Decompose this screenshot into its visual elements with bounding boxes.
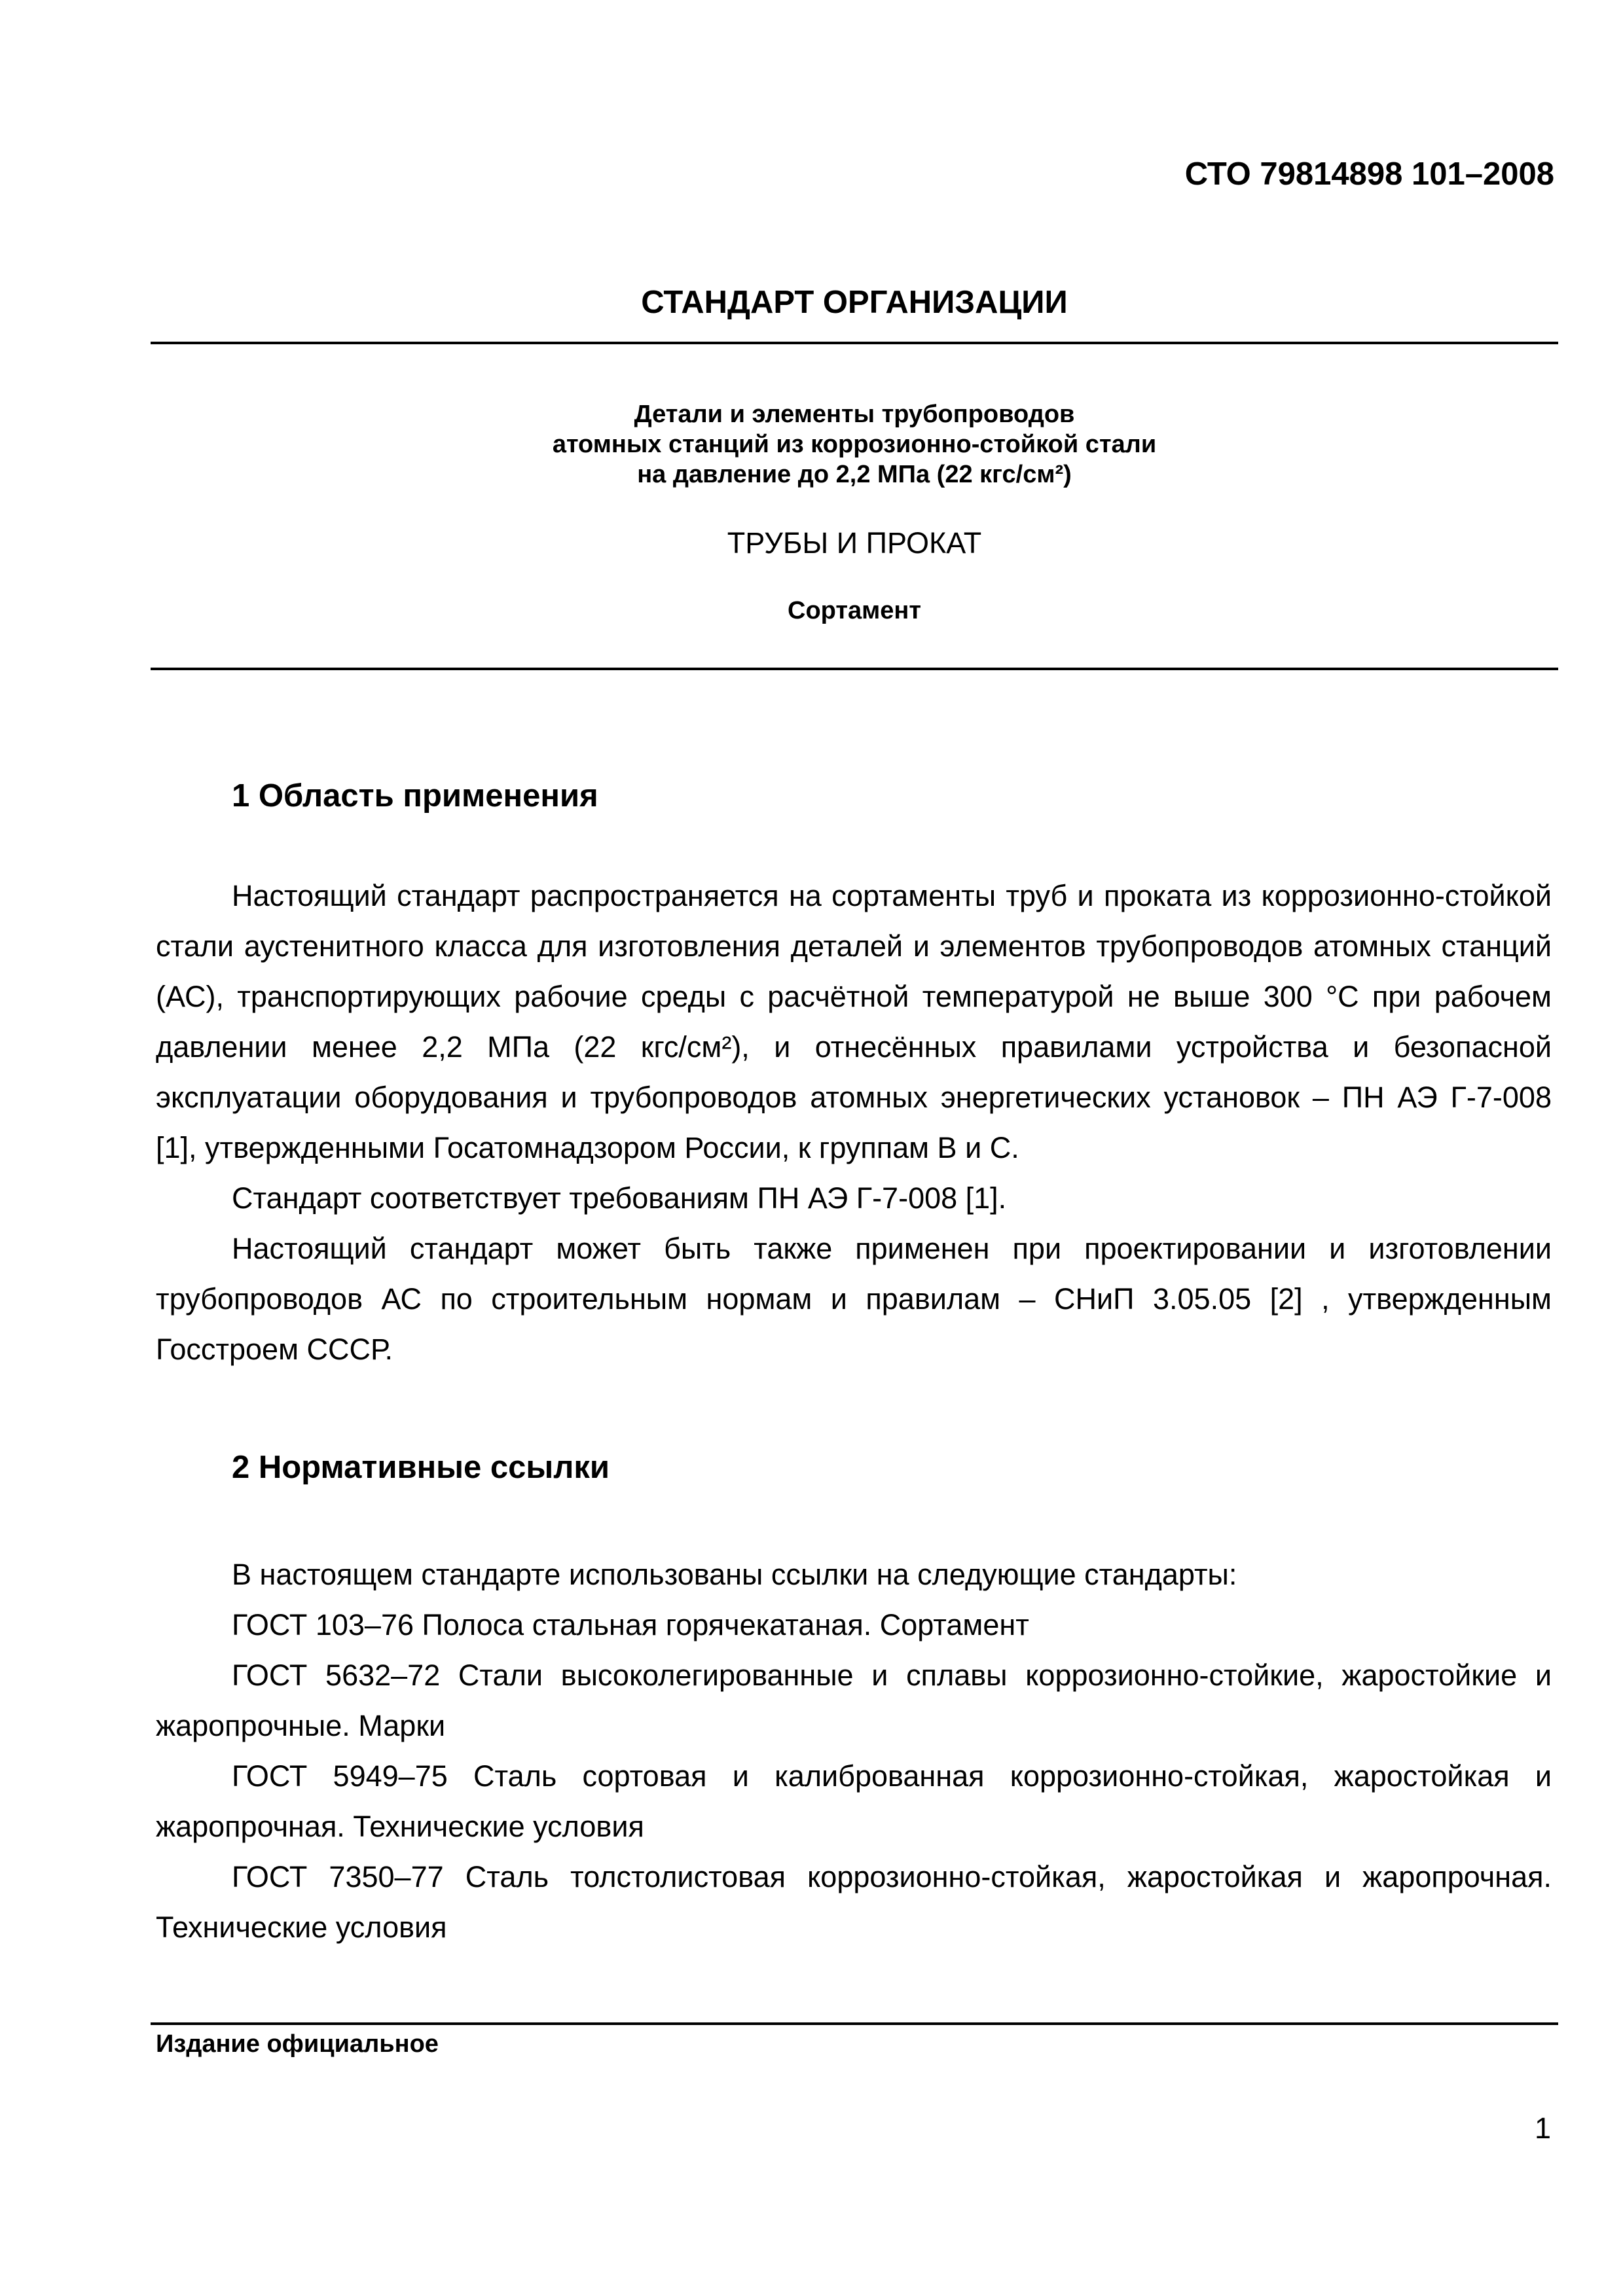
assortment-label: Сортамент [788, 597, 921, 624]
edition-label: Издание официальное [156, 2030, 439, 2058]
reference-item: ГОСТ 7350–77 Сталь толстолистовая коррозионно-стойкая, жаростойкая и жаропрочная. Технические условия [156, 1860, 1552, 1944]
document-code: СТО 79814898 101–2008 [1184, 156, 1554, 192]
subtitle-line: на давление до 2,2 МПа (22 кгс/см²) [637, 461, 1072, 488]
section-body-scope [156, 870, 1552, 1374]
reference-item: ГОСТ 5632–72 Стали высоколегированные и сплавы коррозионно-стойкие, жаростойкие и жаропрочные. Марки [156, 1659, 1552, 1742]
product-group-title: ТРУБЫ И ПРОКАТ [727, 526, 982, 560]
paragraph: Стандарт соответствует требованиям ПН АЭ Г-7-008 [1]. [232, 1181, 1007, 1215]
standard-type-title: СТАНДАРТ ОРГАНИЗАЦИИ [641, 285, 1068, 320]
subtitle-line: атомных станций из коррозионно-стойкой стали [552, 431, 1157, 458]
paragraph: Настоящий стандарт распространяется на сортаменты труб и проката из коррозионно-стойкой стали аустенитного класса для изготовления деталей и элементов трубопроводов атомных станций (АС), транспортирующих рабочие среды с расчётной температурой не выше 300 °С при рабочем давлении менее 2,2 МПа (22 кгс/см²), и отнесённых правилами устройства и безопасной эксплуатации оборудования и трубопроводов атомных энергетических установок – ПН АЭ Г-7-008 [1], утвержденными Госатомнадзором России, к группам В и С. [156, 879, 1552, 1164]
section-body-normative-references [156, 1549, 1552, 1952]
title-divider-bottom [151, 668, 1558, 670]
page-number: 1 [1534, 2111, 1551, 2145]
paragraph: Настоящий стандарт может быть также применен при проектировании и изготовлении трубопроводов АС по строительным нормам и правилам – СНиП 3.05.05 [2] , утвержденным Госстроем СССР. [156, 1232, 1552, 1366]
section-heading-scope: 1 Область применения [232, 778, 598, 814]
reference-item: ГОСТ 103–76 Полоса стальная горячекатаная. Сортамент [232, 1608, 1029, 1641]
footer-divider [151, 2022, 1558, 2025]
section-heading-normative-references: 2 Нормативные ссылки [232, 1450, 610, 1485]
subtitle-line: Детали и элементы трубопроводов [634, 401, 1075, 428]
reference-item: ГОСТ 5949–75 Сталь сортовая и калиброванная коррозионно-стойкая, жаростойкая и жаропрочная. Технические условия [156, 1759, 1552, 1843]
title-divider-top [151, 342, 1558, 344]
document-subtitle [151, 399, 1558, 490]
paragraph: В настоящем стандарте использованы ссылки на следующие стандарты: [232, 1558, 1237, 1591]
